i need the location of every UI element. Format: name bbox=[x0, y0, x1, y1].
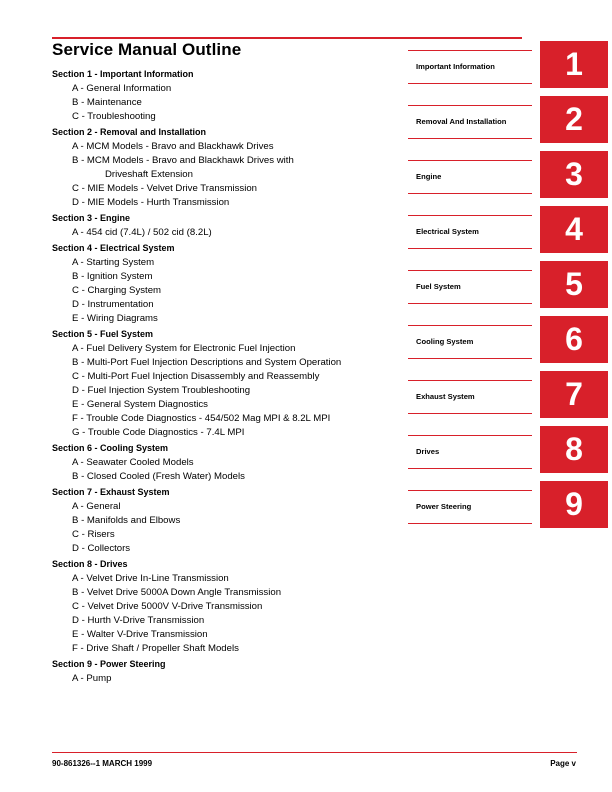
section-1 bbox=[52, 66, 402, 124]
section-tab-2[interactable] bbox=[408, 96, 608, 143]
footer-part-number: 90-861326--1 MARCH 1999 bbox=[52, 759, 153, 768]
section-tab-number: 8 bbox=[540, 426, 608, 473]
outline-item: A - MCM Models - Bravo and Blackhawk Drives bbox=[72, 141, 274, 152]
outline-item: F - Trouble Code Diagnostics - 454/502 Mag MPI & 8.2L MPI bbox=[72, 413, 331, 424]
outline-item: C - Charging System bbox=[72, 285, 162, 296]
outline-item: C - Multi-Port Fuel Injection Disassembly and Reassembly bbox=[72, 371, 320, 382]
section-tab-label: Engine bbox=[416, 172, 442, 181]
section-tab-7[interactable] bbox=[408, 371, 608, 418]
section-tab-number: 1 bbox=[540, 41, 608, 88]
section-tab-number: 3 bbox=[540, 151, 608, 198]
outline-item: A - General bbox=[72, 501, 121, 512]
outline-item: E - General System Diagnostics bbox=[72, 399, 208, 410]
outline-item: B - Multi-Port Fuel Injection Descriptions and System Operation bbox=[72, 357, 342, 368]
outline-item: E - Walter V-Drive Transmission bbox=[72, 629, 208, 640]
section-heading: Section 2 - Removal and Installation bbox=[52, 127, 207, 137]
page-title: Service Manual Outline bbox=[52, 40, 242, 59]
section-tab-number: 7 bbox=[540, 371, 608, 418]
section-tab-label: Exhaust System bbox=[416, 392, 475, 401]
outline-item: F - Drive Shaft / Propeller Shaft Models bbox=[72, 643, 239, 654]
section-heading: Section 1 - Important Information bbox=[52, 69, 194, 79]
outline-item: E - Wiring Diagrams bbox=[72, 313, 158, 324]
section-5 bbox=[52, 326, 402, 440]
outline-item: D - Fuel Injection System Troubleshooting bbox=[72, 385, 251, 396]
section-heading: Section 4 - Electrical System bbox=[52, 243, 175, 253]
section-tab-1[interactable] bbox=[408, 41, 608, 88]
section-tab-number: 9 bbox=[540, 481, 608, 528]
section-heading: Section 3 - Engine bbox=[52, 213, 131, 223]
section-tab-number: 4 bbox=[540, 206, 608, 253]
outline-item: C - Troubleshooting bbox=[72, 111, 156, 122]
outline-item: B - Velvet Drive 5000A Down Angle Transmission bbox=[72, 587, 282, 598]
outline-item: A - Starting System bbox=[72, 257, 155, 268]
outline-item: C - MIE Models - Velvet Drive Transmission bbox=[72, 183, 257, 194]
top-rule bbox=[52, 37, 522, 39]
section-2 bbox=[52, 124, 402, 210]
section-6 bbox=[52, 440, 402, 484]
section-heading: Section 7 - Exhaust System bbox=[52, 487, 170, 497]
footer-page-number: Page v bbox=[550, 759, 576, 768]
bottom-rule bbox=[52, 752, 577, 753]
section-heading: Section 8 - Drives bbox=[52, 559, 128, 569]
outline-item: A - 454 cid (7.4L) / 502 cid (8.2L) bbox=[72, 227, 212, 238]
outline-item: A - Seawater Cooled Models bbox=[72, 457, 194, 468]
outline-item: B - Ignition System bbox=[72, 271, 153, 282]
section-3 bbox=[52, 210, 402, 240]
outline-item: C - Risers bbox=[72, 529, 115, 540]
outline-item: D - Collectors bbox=[72, 543, 131, 554]
section-tab-8[interactable] bbox=[408, 426, 608, 473]
section-tab-9[interactable] bbox=[408, 481, 608, 528]
outline-item: D - MIE Models - Hurth Transmission bbox=[72, 197, 230, 208]
section-heading: Section 9 - Power Steering bbox=[52, 659, 166, 669]
section-tab-label: Cooling System bbox=[416, 337, 474, 346]
outline-item: A - Fuel Delivery System for Electronic Fuel Injection bbox=[72, 343, 296, 354]
section-tab-label: Drives bbox=[416, 447, 440, 456]
outline-item: B - Maintenance bbox=[72, 97, 142, 108]
outline-item: A - General Information bbox=[72, 83, 172, 94]
outline-list bbox=[52, 66, 402, 686]
outline-item: B - MCM Models - Bravo and Blackhawk Drives with bbox=[72, 155, 294, 166]
outline-item: G - Trouble Code Diagnostics - 7.4L MPI bbox=[72, 427, 245, 438]
outline-item: B - Closed Cooled (Fresh Water) Models bbox=[72, 471, 245, 482]
section-tab-label: Removal And Installation bbox=[416, 117, 507, 126]
outline-item: D - Hurth V-Drive Transmission bbox=[72, 615, 205, 626]
section-tab-label: Power Steering bbox=[416, 502, 472, 511]
section-7 bbox=[52, 484, 402, 556]
section-tab-6[interactable] bbox=[408, 316, 608, 363]
section-4 bbox=[52, 240, 402, 326]
section-9 bbox=[52, 656, 402, 686]
outline-item: A - Pump bbox=[72, 673, 112, 684]
section-tab-number: 5 bbox=[540, 261, 608, 308]
outline-item: C - Velvet Drive 5000V V-Drive Transmission bbox=[72, 601, 263, 612]
section-tab-number: 2 bbox=[540, 96, 608, 143]
outline-item: B - Manifolds and Elbows bbox=[72, 515, 181, 526]
section-tab-4[interactable] bbox=[408, 206, 608, 253]
section-tab-5[interactable] bbox=[408, 261, 608, 308]
section-tab-number: 6 bbox=[540, 316, 608, 363]
outline-item-continuation: Driveshaft Extension bbox=[105, 169, 193, 180]
section-heading: Section 5 - Fuel System bbox=[52, 329, 154, 339]
section-8 bbox=[52, 556, 402, 656]
section-heading: Section 6 - Cooling System bbox=[52, 443, 169, 453]
section-tab-label: Fuel System bbox=[416, 282, 461, 291]
section-tab-label: Electrical System bbox=[416, 227, 479, 236]
section-tab-3[interactable] bbox=[408, 151, 608, 198]
outline-item: D - Instrumentation bbox=[72, 299, 154, 310]
section-tab-label: Important Information bbox=[416, 62, 495, 71]
outline-item: A - Velvet Drive In-Line Transmission bbox=[72, 573, 229, 584]
